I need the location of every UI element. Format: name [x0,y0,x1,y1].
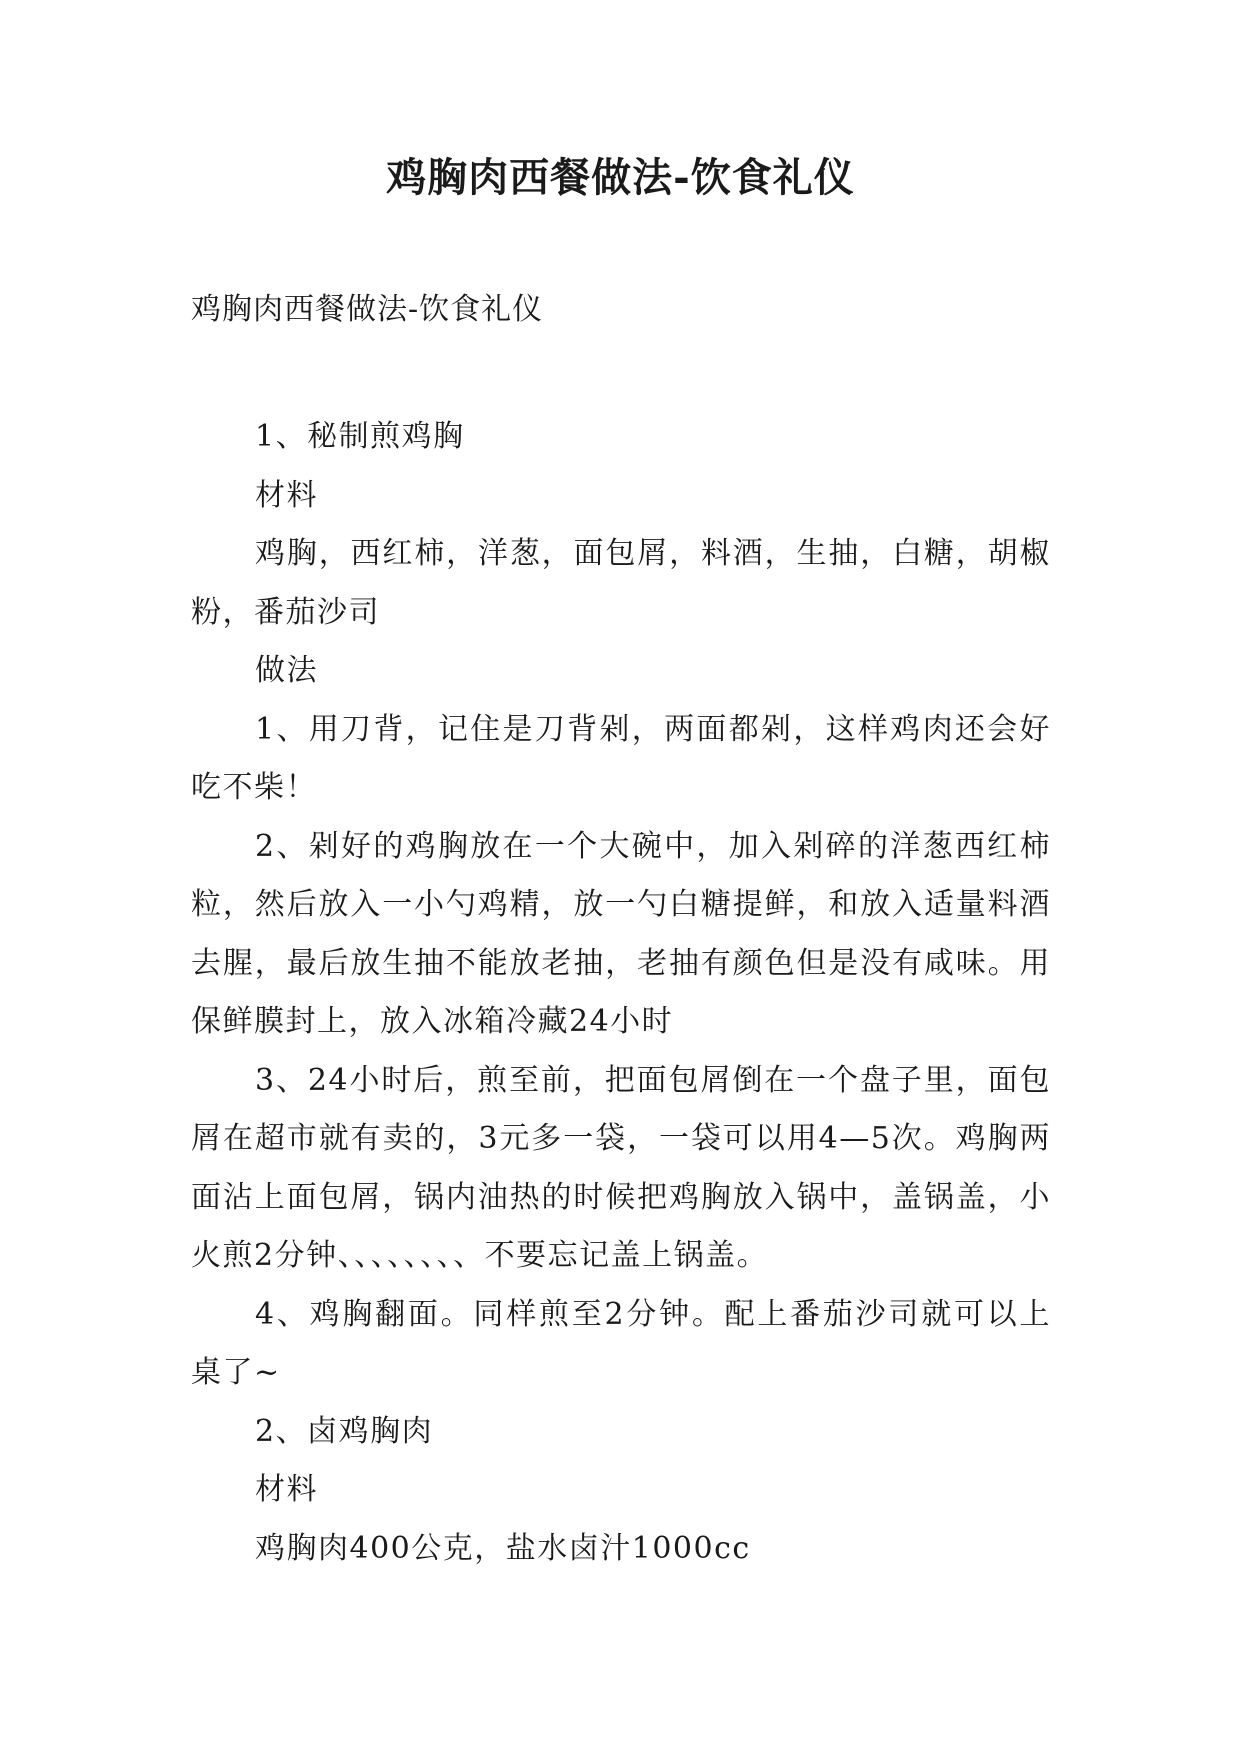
step-paragraph: 1、用刀背，记住是刀背剁，两面都剁，这样鸡肉还会好吃不柴！ [191,711,1051,805]
step-paragraph: 3、24小时后，煎至前，把面包屑倒在一个盘子里，面包屑在超市就有卖的，3元多一袋，一袋可以用4—5次。鸡胸两面沾上面包屑，锅内油热的时候把鸡胸放入锅中，盖锅盖，小火煎2分钟、、、、、、、、不要忘记盖上锅盖。 [191,1062,1051,1273]
ingredients-list: 鸡胸，西红柿，洋葱，面包屑，料酒，生抽，白糖，胡椒粉，番茄沙司 [191,536,1051,630]
ingredients-heading: 材料 [255,477,318,513]
step-paragraph: 4、鸡胸翻面。同样煎至2分钟。配上番茄沙司就可以上桌了~ [191,1296,1051,1390]
section-heading: 1、秘制煎鸡胸 [255,419,465,454]
document-subtitle: 鸡胸肉西餐做法-饮食礼仪 [191,292,544,327]
method-heading: 做法 [255,653,318,688]
document-title: 鸡胸肉西餐做法-饮食礼仪 [386,154,855,201]
document-body [191,408,1051,1578]
step-paragraph: 2、剁好的鸡胸放在一个大碗中，加入剁碎的洋葱西红柿粒，然后放入一小勺鸡精，放一勺白糖提鲜，和放入适量料酒去腥，最后放生抽不能放老抽，老抽有颜色但是没有咸味。用保鲜膜封上，放入冰箱冷藏24小时 [191,828,1051,1039]
ingredients-heading: 材料 [255,1472,318,1507]
section-heading: 2、卤鸡胸肉 [255,1413,434,1449]
ingredients-list: 鸡胸肉400公克，盐水卤汁1000cc [255,1530,751,1566]
